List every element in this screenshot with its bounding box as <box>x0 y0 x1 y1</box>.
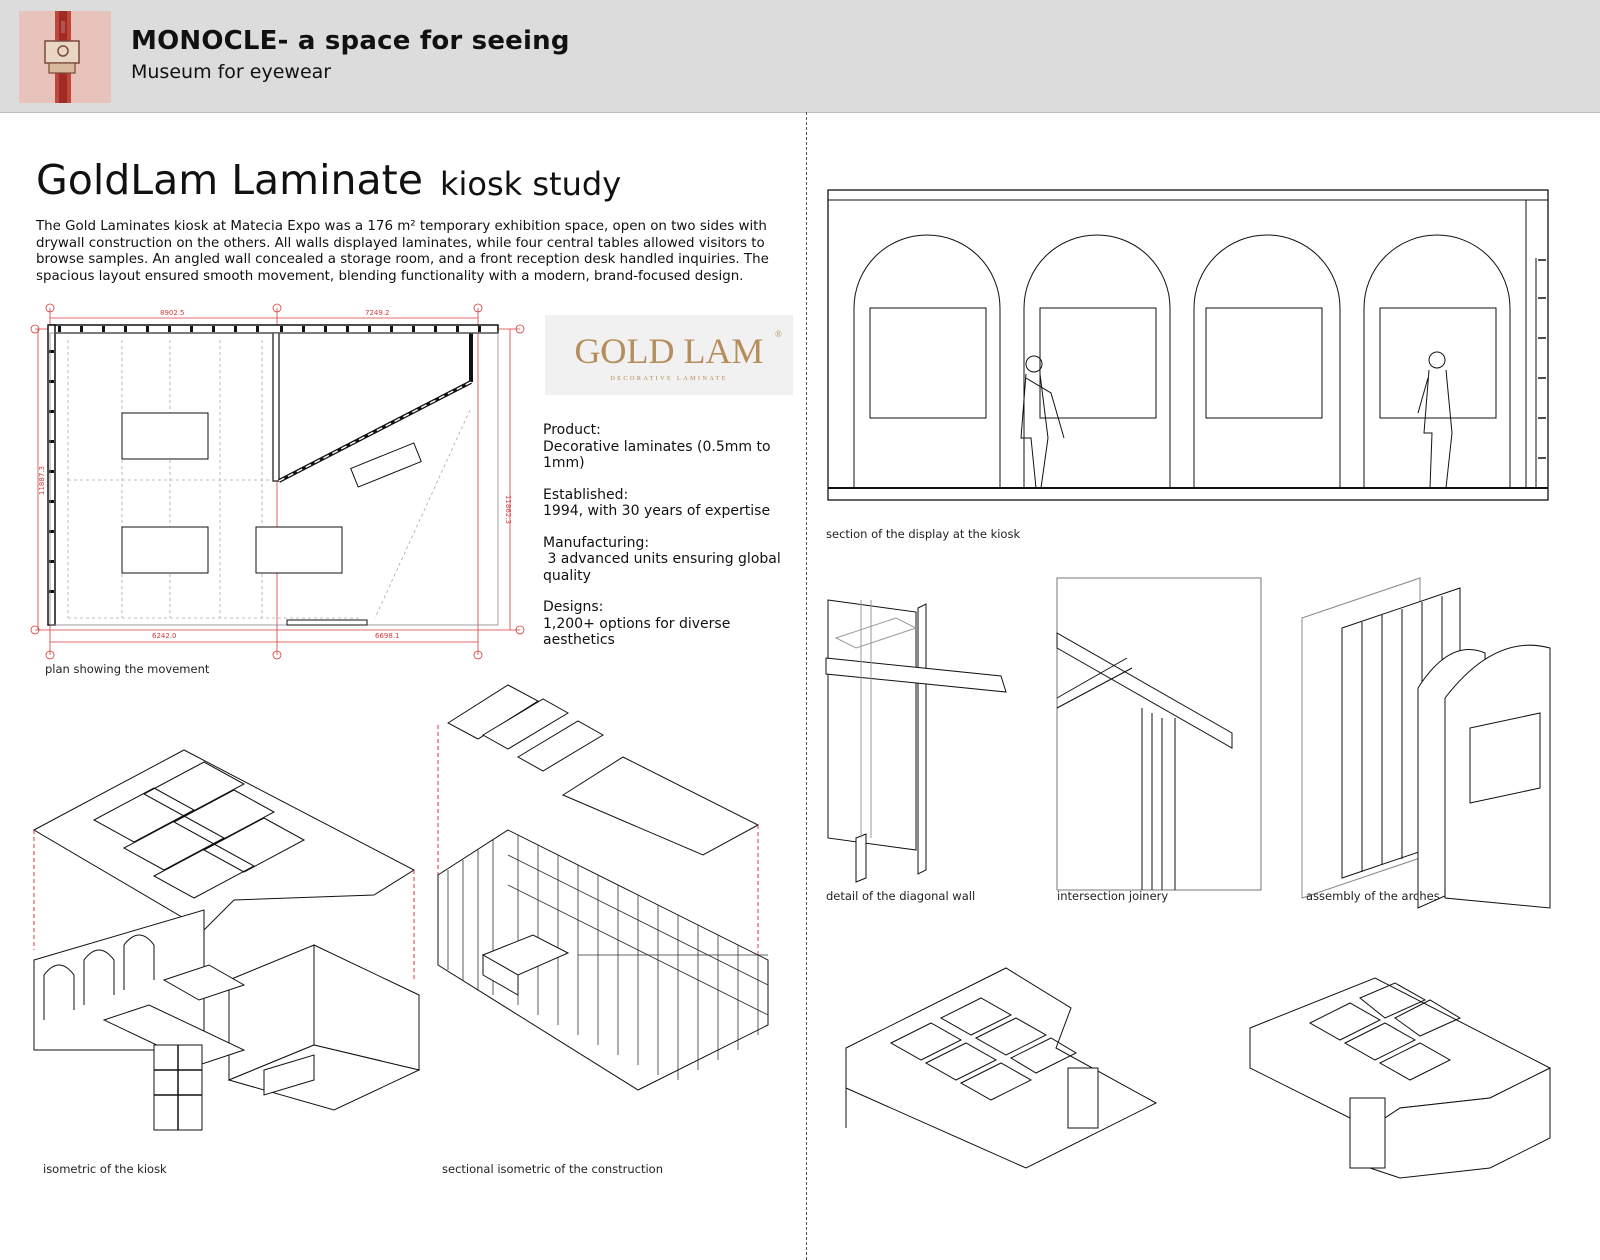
caption-arches: assembly of the arches <box>1306 889 1440 903</box>
caption-plan: plan showing the movement <box>45 662 210 676</box>
fact-label: Designs: <box>543 599 604 615</box>
fact-label: Product: <box>543 422 601 438</box>
brand-tagline: DECORATIVE LAMINATE <box>610 375 728 382</box>
dim-top-left: 8902.5 <box>160 309 185 317</box>
monocle-logo <box>19 11 111 103</box>
fact-value: 1994, with 30 years of expertise <box>543 503 771 519</box>
fact-value: 3 advanced units ensuring global quality <box>543 551 786 584</box>
brand-name: GOLD LAM <box>574 331 764 371</box>
person-figure <box>1418 352 1452 488</box>
dim-right: 11862.3 <box>504 495 512 524</box>
caption-sectional-iso: sectional isometric of the construction <box>442 1162 664 1176</box>
dim-left: 11887.3 <box>38 466 46 495</box>
goldlam-logo <box>545 315 793 395</box>
brand-registered: ® <box>775 329 782 339</box>
fact-designs <box>543 599 803 649</box>
isometric-top-view-right <box>1250 978 1570 1178</box>
fact-value: Decorative laminates (0.5mm to 1mm) <box>543 438 771 471</box>
person-figure <box>1021 356 1064 488</box>
fact-label: Established: <box>543 486 629 503</box>
page-subtitle: kiosk study <box>440 165 622 203</box>
fact-label: Manufacturing: <box>543 534 650 551</box>
caption-isometric: isometric of the kiosk <box>43 1162 167 1176</box>
header-title: MONOCLE- a space for seeing <box>131 26 570 56</box>
dim-bottom-right: 6698.1 <box>375 632 400 640</box>
caption-diagonal-wall: detail of the diagonal wall <box>826 889 976 903</box>
fact-product <box>543 422 803 472</box>
page-divider <box>806 112 807 1260</box>
header-bar <box>0 0 1600 113</box>
fact-manufacturing <box>543 535 803 585</box>
arches-assembly-detail <box>1300 578 1580 918</box>
dim-bottom-left: 6242.0 <box>152 632 177 640</box>
floor-plan-drawing <box>30 300 530 660</box>
fact-value: 1,200+ options for diverse aesthetics <box>543 615 731 648</box>
kiosk-description: The Gold Laminates kiosk at Matecia Expo was a 176 m² temporary exhibition space, open on two sides with drywall construction on the others. All walls displayed laminates, while four central tables allowed visitors to browse samples. An angled wall concealed a storage room, and a front reception desk handled inquiries. The spacious layout ensured smooth movement, blending functionality with a modern, brand-focused design. <box>36 219 769 284</box>
isometric-kiosk-drawing <box>34 750 434 1180</box>
section-display-drawing <box>826 188 1556 508</box>
diagonal-wall-detail <box>826 598 1016 888</box>
page-title: GoldLam Laminate <box>36 156 423 204</box>
caption-section: section of the display at the kiosk <box>826 527 1021 541</box>
header-subtitle: Museum for eyewear <box>131 61 332 83</box>
caption-joinery: intersection joinery <box>1057 889 1169 903</box>
fact-established <box>543 487 803 520</box>
joinery-detail <box>1057 578 1267 898</box>
sectional-isometric-drawing <box>438 685 788 1105</box>
isometric-top-view-left <box>846 968 1166 1178</box>
brand-facts <box>543 422 803 664</box>
dim-top-right: 7249.2 <box>365 309 390 317</box>
